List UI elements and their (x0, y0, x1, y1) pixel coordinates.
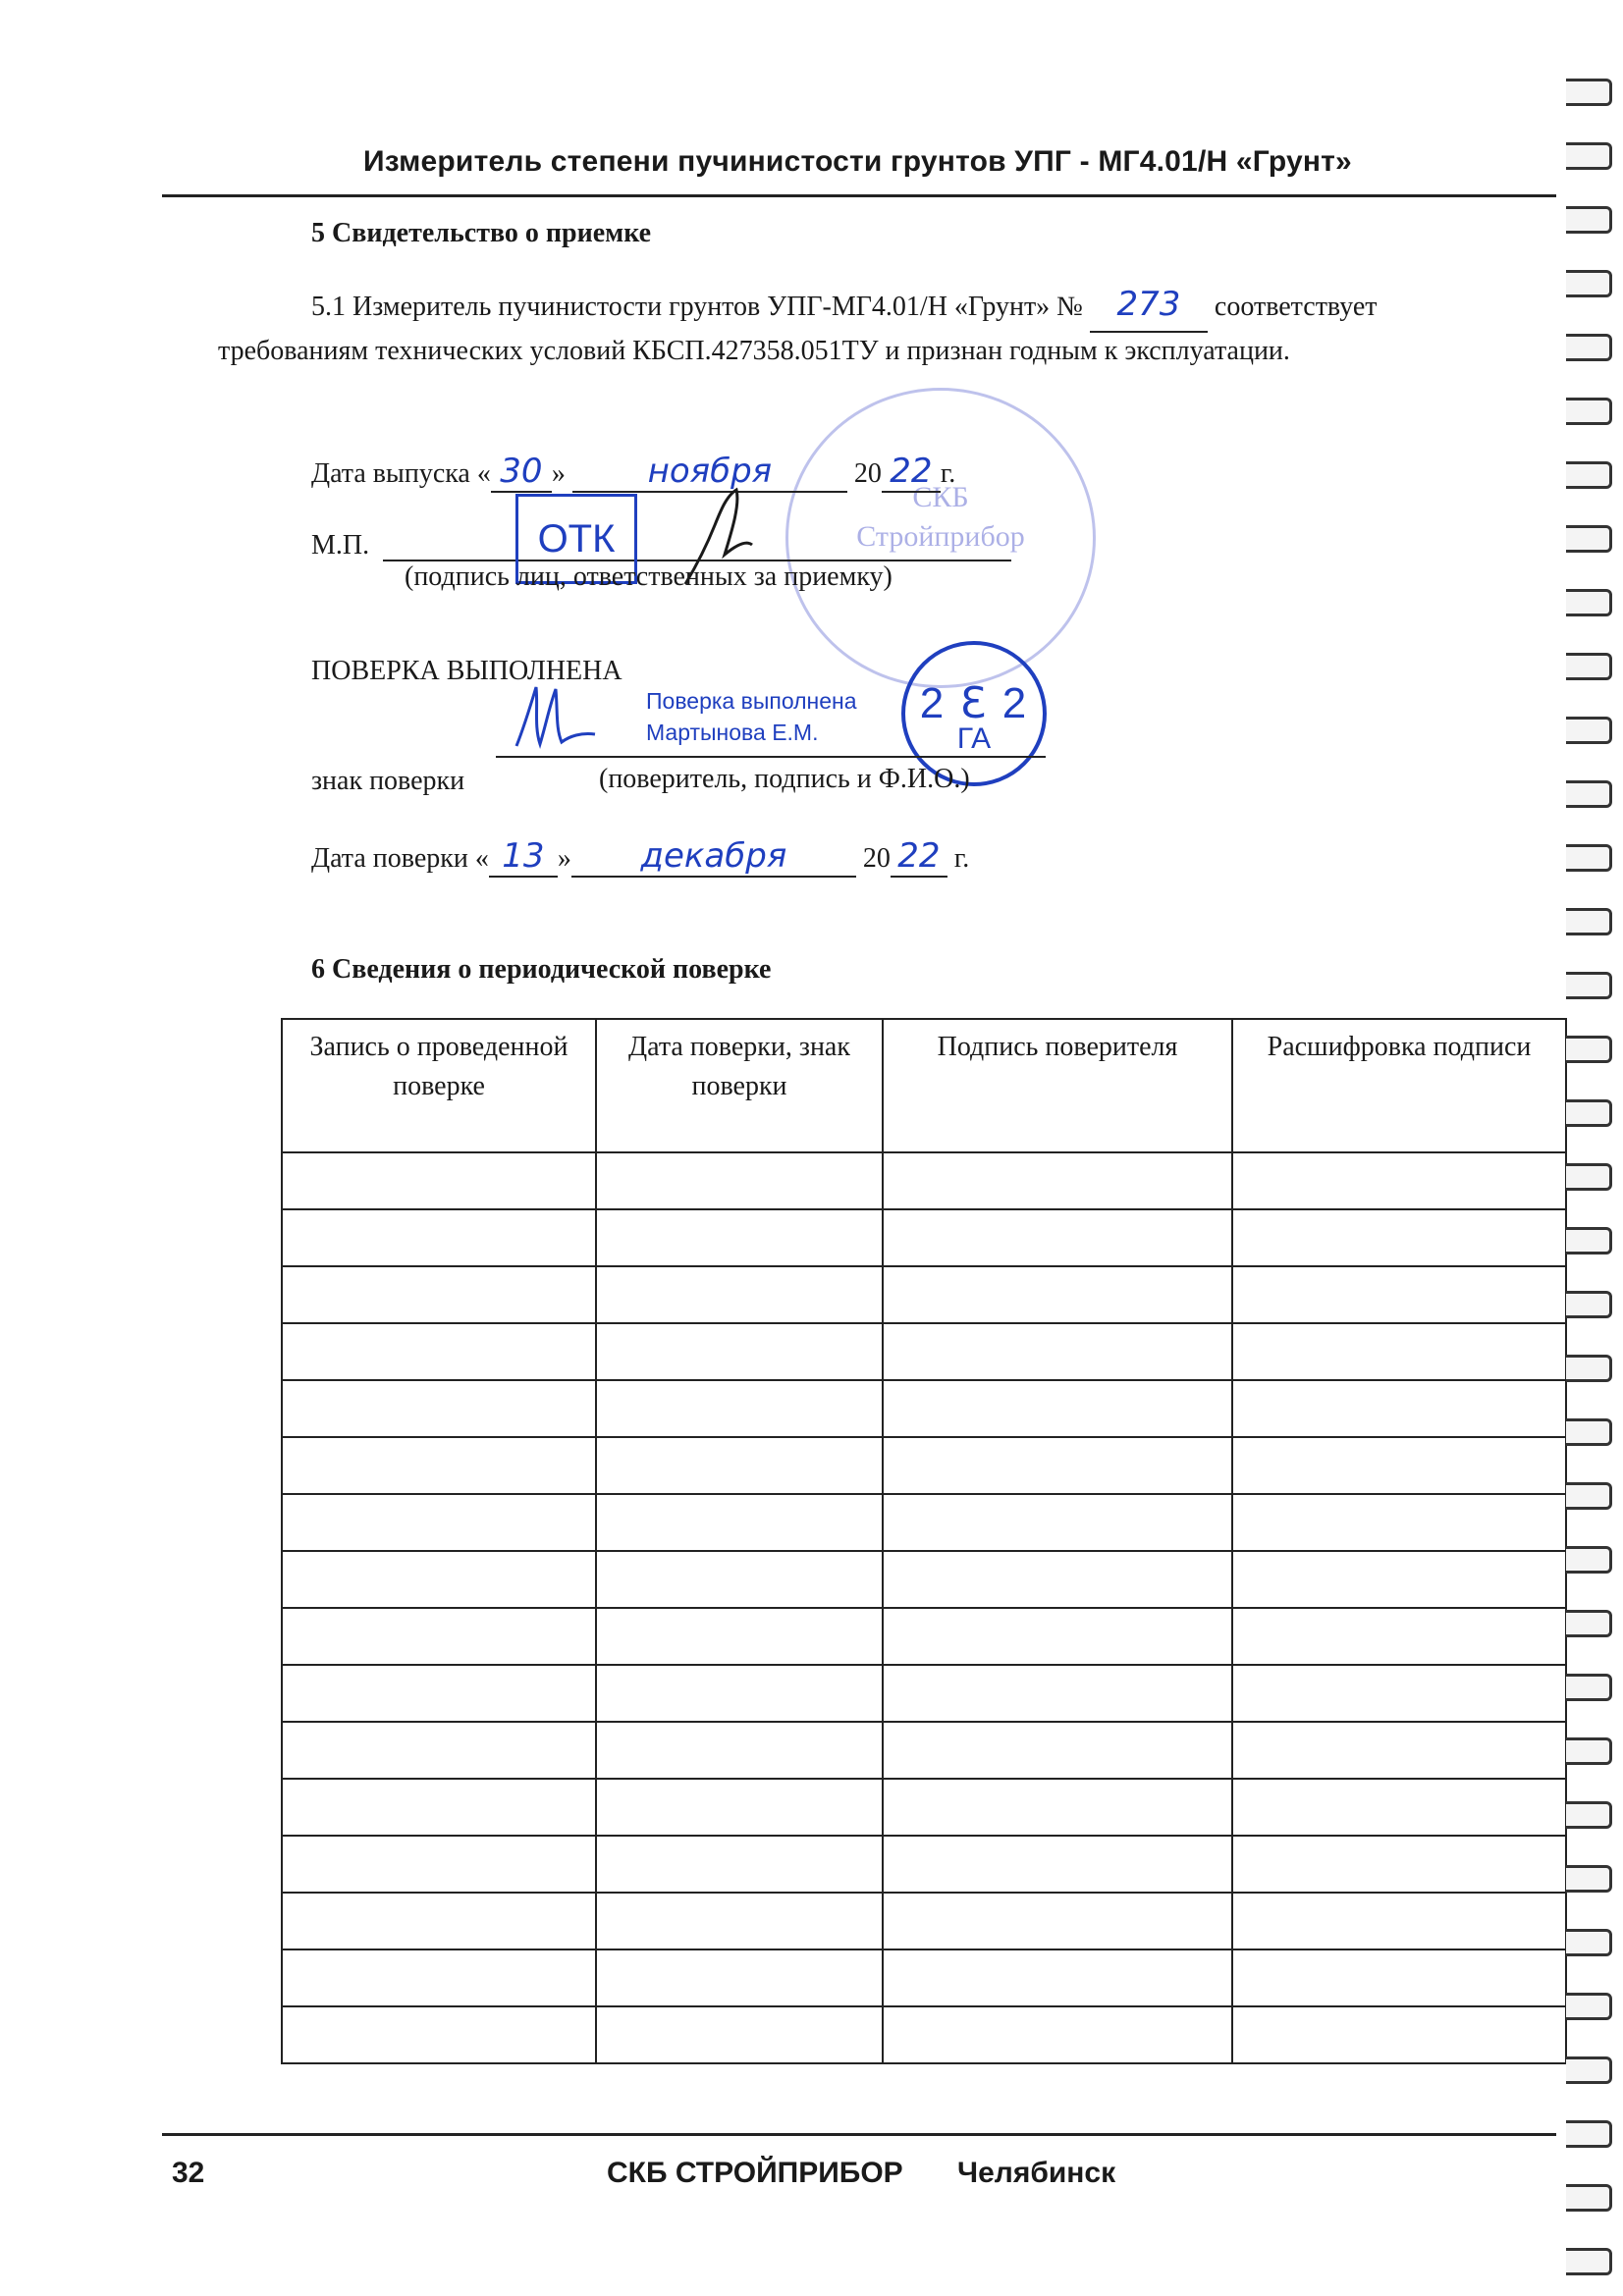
table-cell (1232, 1722, 1566, 1779)
verification-done-label: ПОВЕРКА ВЫПОЛНЕНА (311, 656, 622, 686)
table-cell (883, 1779, 1232, 1836)
binding-ring (1566, 206, 1612, 234)
table-cell (596, 1836, 883, 1893)
binding-ring (1566, 1163, 1612, 1191)
col-header-record: Запись о проведенной поверке (282, 1019, 596, 1152)
table-cell (596, 1949, 883, 2006)
binding-ring (1566, 908, 1612, 935)
mp-caption: (подпись лиц, ответственных за приемку) (405, 561, 893, 592)
verify-month: декабря (640, 836, 787, 876)
table-cell (883, 1437, 1232, 1494)
table-cell (596, 2006, 883, 2063)
acceptance-paragraph-line1 (311, 281, 1550, 333)
binding-ring (1566, 1036, 1612, 1063)
table-cell (282, 1836, 596, 1893)
table-cell (282, 1608, 596, 1665)
table-cell (883, 1209, 1232, 1266)
binding-ring (1566, 1737, 1612, 1765)
spiral-binding (1554, 0, 1623, 2296)
faded-round-stamp (785, 388, 1096, 688)
table-cell (282, 1323, 596, 1380)
footer-org: СКБ СТРОЙПРИБОР (607, 2157, 903, 2189)
table-cell (1232, 1323, 1566, 1380)
table-cell (883, 1893, 1232, 1949)
sign-caption: (поверитель, подпись и Ф.И.О.) (599, 764, 970, 794)
verify-date-label: Дата поверки « (311, 843, 489, 874)
binding-ring (1566, 1674, 1612, 1701)
table-cell (596, 1494, 883, 1551)
table-cell (282, 1152, 596, 1209)
table-cell (1232, 1152, 1566, 1209)
table-cell (596, 1893, 883, 1949)
section-6-title: 6 Сведения о периодической поверке (311, 954, 772, 985)
table-cell (596, 1152, 883, 1209)
table-cell (596, 1266, 883, 1323)
table-row (282, 1836, 1566, 1893)
table-cell (883, 1380, 1232, 1437)
table-cell (596, 1608, 883, 1665)
binding-ring (1566, 525, 1612, 553)
verify-year-end: г. (953, 843, 970, 874)
mp-label: М.П. (311, 530, 370, 561)
binding-ring (1566, 1865, 1612, 1893)
sign-label: знак поверки (311, 766, 465, 796)
table-cell (1232, 1437, 1566, 1494)
table-cell (1232, 1494, 1566, 1551)
acceptance-paragraph-line2: требованиям технических условий КБСП.427358.051ТУ и признан годным к эксплуатации. (218, 336, 1290, 366)
table-cell (1232, 1551, 1566, 1608)
table-cell (596, 1437, 883, 1494)
table-cell (596, 1551, 883, 1608)
table-cell (282, 1949, 596, 2006)
table-cell (1232, 1380, 1566, 1437)
table-cell (1232, 1665, 1566, 1722)
table-row (282, 1494, 1566, 1551)
table-cell (282, 1380, 596, 1437)
table-row (282, 1152, 1566, 1209)
binding-ring (1566, 142, 1612, 170)
table-cell (596, 1209, 883, 1266)
verify-year-field (891, 836, 947, 878)
footer-rule (162, 2133, 1556, 2136)
table-row (282, 1722, 1566, 1779)
binding-ring (1566, 1546, 1612, 1574)
page-number: 32 (172, 2157, 205, 2189)
table-cell (282, 1722, 596, 1779)
col-header-signature: Подпись поверителя (883, 1019, 1232, 1152)
binding-ring (1566, 270, 1612, 297)
table-cell (282, 1779, 596, 1836)
issue-year-suffix: 22 (890, 452, 933, 491)
table-cell (883, 1551, 1232, 1608)
issue-day: 30 (500, 452, 543, 491)
header-rule (162, 194, 1556, 197)
table-cell (282, 1266, 596, 1323)
table-row (282, 1779, 1566, 1836)
binding-ring (1566, 1610, 1612, 1637)
binding-ring (1566, 844, 1612, 872)
binding-ring (1566, 1993, 1612, 2020)
verification-records-table (281, 1018, 1567, 2064)
verify-close-quote: » (557, 843, 571, 874)
table-cell (1232, 2006, 1566, 2063)
table-row (282, 1893, 1566, 1949)
binding-ring (1566, 972, 1612, 999)
table-cell (282, 2006, 596, 2063)
table-row (282, 1209, 1566, 1266)
otk-stamp: ОТК (515, 494, 637, 584)
table-cell (596, 1779, 883, 1836)
verification-stamp-line2: Мартынова Е.М. (646, 720, 819, 745)
issue-month: ноября (647, 452, 773, 491)
table-cell (1232, 1949, 1566, 2006)
table-cell (883, 1152, 1232, 1209)
page-header-title: Измеритель степени пучинистости грунтов УПГ - МГ4.01/Н «Грунт» (363, 145, 1352, 178)
table-cell (596, 1380, 883, 1437)
serial-number-field (1090, 281, 1208, 333)
verify-year-suffix: 22 (897, 836, 941, 876)
table-cell (282, 1893, 596, 1949)
binding-ring (1566, 1099, 1612, 1127)
table-row (282, 1266, 1566, 1323)
table-cell (282, 1494, 596, 1551)
table-cell (282, 1665, 596, 1722)
table-cell (883, 1836, 1232, 1893)
issue-date-label: Дата выпуска « (311, 458, 491, 489)
table-cell (883, 1722, 1232, 1779)
serial-number: 273 (1116, 285, 1181, 324)
table-body (282, 1152, 1566, 2063)
table-row (282, 1949, 1566, 2006)
table-cell (596, 1665, 883, 1722)
binding-ring (1566, 589, 1612, 616)
binding-ring (1566, 1418, 1612, 1446)
table-cell (1232, 1209, 1566, 1266)
binding-ring (1566, 398, 1612, 425)
table-row (282, 1551, 1566, 1608)
verifier-signature (511, 677, 599, 756)
verify-year-prefix: 20 (862, 843, 891, 874)
table-cell (883, 1608, 1232, 1665)
issue-year-end: г. (940, 458, 956, 489)
table-cell (1232, 1836, 1566, 1893)
binding-ring (1566, 653, 1612, 680)
verification-text-stamp (646, 685, 857, 748)
binding-ring (1566, 1482, 1612, 1510)
verification-mark-bottom: ГА (956, 722, 992, 755)
binding-ring (1566, 1355, 1612, 1382)
binding-ring (1566, 2056, 1612, 2084)
binding-ring (1566, 717, 1612, 744)
table-cell (883, 2006, 1232, 2063)
table-cell (1232, 1779, 1566, 1836)
table-cell (282, 1209, 596, 1266)
verify-month-field (571, 836, 856, 878)
binding-ring (1566, 780, 1612, 808)
table-cell (883, 1266, 1232, 1323)
binding-ring (1566, 1227, 1612, 1255)
table-cell (1232, 1893, 1566, 1949)
table-row (282, 2006, 1566, 2063)
binding-ring (1566, 2248, 1612, 2275)
binding-ring (1566, 1929, 1612, 1956)
issue-year-field (882, 452, 941, 493)
table-cell (282, 1551, 596, 1608)
table-cell (596, 1722, 883, 1779)
faded-stamp-line1: СКБ (912, 481, 969, 513)
para-suffix: соответствует (1214, 292, 1378, 322)
issue-date-row (311, 452, 955, 493)
table-row (282, 1437, 1566, 1494)
faded-stamp-line2: Стройприбор (856, 520, 1025, 553)
table-row (282, 1608, 1566, 1665)
table-row (282, 1380, 1566, 1437)
col-header-date: Дата поверки, знак поверки (596, 1019, 883, 1152)
binding-ring (1566, 79, 1612, 106)
table-row (282, 1323, 1566, 1380)
binding-ring (1566, 2120, 1612, 2148)
table-header-row (282, 1019, 1566, 1152)
issue-close-quote: » (551, 458, 566, 489)
verification-stamp-line1: Поверка выполнена (646, 688, 857, 714)
binding-ring (1566, 461, 1612, 489)
verifier-signature-line (496, 756, 1046, 758)
para-prefix: 5.1 Измеритель пучинистости грунтов УПГ-МГ4.01/Н «Грунт» № (311, 292, 1083, 322)
verify-day-field (489, 836, 558, 878)
verification-mark-top: 2 ℇ 2 (919, 679, 1029, 727)
table-cell (1232, 1608, 1566, 1665)
table-cell (282, 1437, 596, 1494)
binding-ring (1566, 334, 1612, 361)
verify-day: 13 (502, 836, 545, 876)
binding-ring (1566, 2184, 1612, 2212)
binding-ring (1566, 1291, 1612, 1318)
issue-year-prefix: 20 (853, 458, 882, 489)
table-cell (1232, 1266, 1566, 1323)
col-header-decoding: Расшифровка подписи (1232, 1019, 1566, 1152)
table-cell (883, 1494, 1232, 1551)
table-cell (596, 1323, 883, 1380)
table-cell (883, 1665, 1232, 1722)
table-cell (883, 1949, 1232, 2006)
section-5-title: 5 Свидетельство о приемке (311, 218, 652, 248)
table-row (282, 1665, 1566, 1722)
table-cell (883, 1323, 1232, 1380)
verify-date-row (311, 836, 969, 878)
footer-city: Челябинск (957, 2157, 1116, 2189)
binding-ring (1566, 1801, 1612, 1829)
issue-day-field (491, 452, 552, 493)
